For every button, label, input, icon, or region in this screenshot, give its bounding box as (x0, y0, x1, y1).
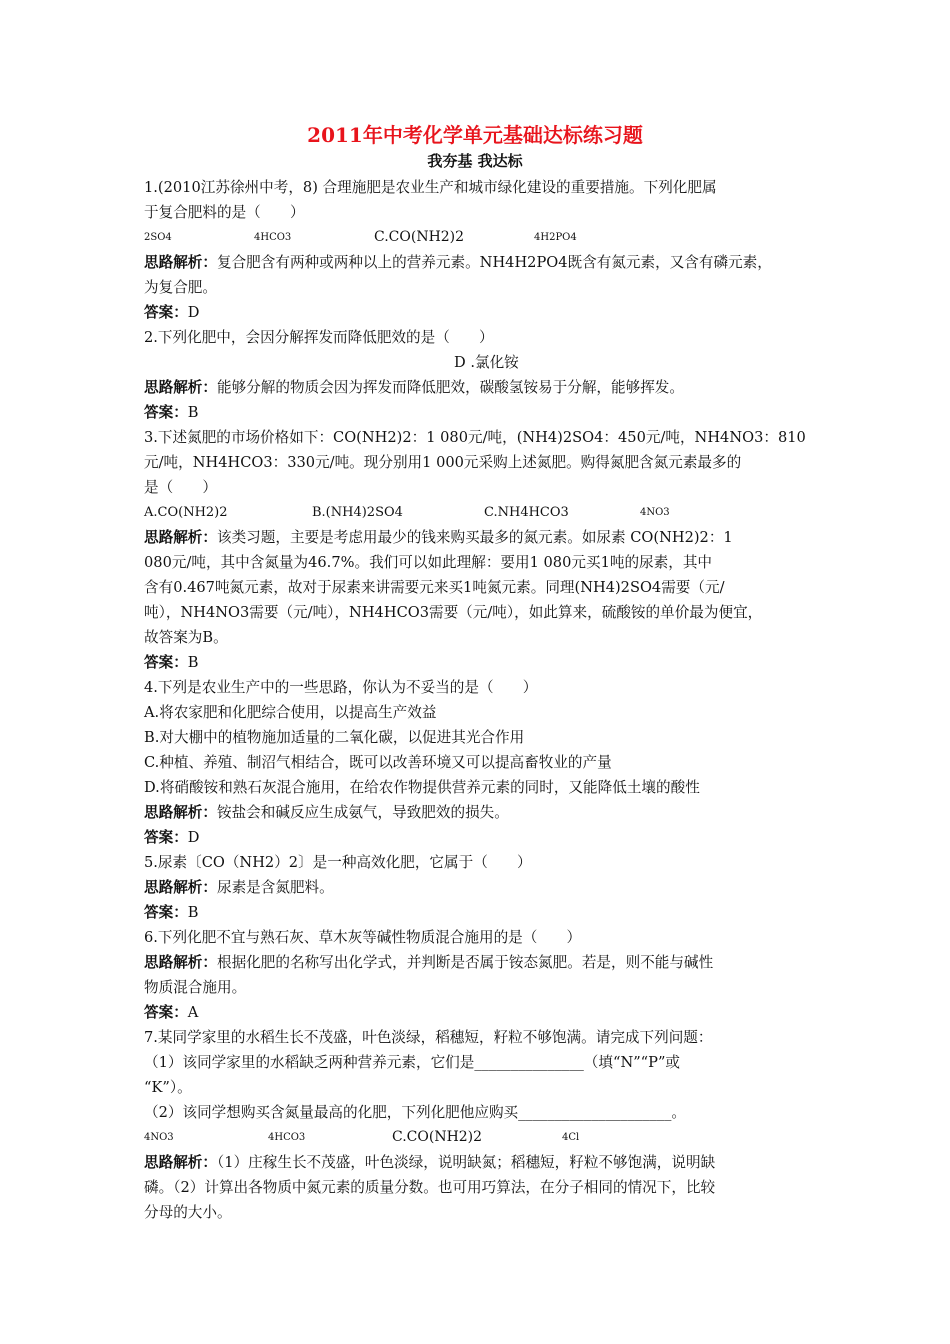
q3-options (144, 500, 814, 525)
q4-option-b: B.对大棚中的植物施加适量的二氧化碳，以促进其光合作用 (144, 729, 525, 746)
q3-analysis-line3: 含有0.467吨氮元素，故对于尿素来讲需要元来买1吨氮元素。同理(NH4)2SO4需要（元/ (144, 579, 725, 596)
q1-stem-line1: 1.(2010江苏徐州中考，8) 合理施肥是农业生产和城市绿化建设的重要措施。下列化肥属 (144, 179, 717, 196)
q7-option-b: 4HCO3 (268, 1132, 306, 1143)
q7-stem-line1: 7.某同学家里的水稻生长不茂盛，叶色淡绿，稻穗短，籽粒不够饱满。请完成下列问题： (144, 1029, 713, 1046)
q3-analysis-line4: 吨），NH4NO3需要（元/吨），NH4HCO3需要（元/吨），如此算来，硫酸铵的单价最为便宜， (144, 604, 763, 621)
q4-answer: 答案：D (144, 829, 200, 846)
q7-stem-line3: “K”）。 (144, 1079, 192, 1096)
q2-answer: 答案：B (144, 404, 199, 421)
q6-answer: 答案：A (144, 1004, 199, 1021)
q3-analysis-line1: 思路解析：该类习题，主要是考虑用最少的钱来购买最多的氮元素。如尿素 CO(NH2)2：1 (144, 529, 733, 546)
q6-analysis-line2: 物质混合施用。 (144, 979, 247, 996)
q3-answer: 答案：B (144, 654, 199, 671)
q5-analysis-line1: 思路解析：尿素是含氮肥料。 (144, 879, 334, 896)
q3-option-b: B.(NH4)2SO4 (312, 505, 403, 520)
q7-analysis-line3: 分母的大小。 (144, 1204, 232, 1221)
answer-label: 答案： (144, 304, 188, 321)
q4-option-c: C.种植、养殖、制沼气相结合，既可以改善环境又可以提高畜牧业的产量 (144, 754, 612, 771)
q3-analysis-line5: 故答案为B。 (144, 629, 228, 646)
q3-option-d: 4NO3 (640, 507, 670, 518)
q3-stem-line2: 元/吨，NH4HCO3：330元/吨。现分别用1 000元采购上述氮肥。购得氮肥含氮元素最多的 (144, 454, 742, 471)
q6-stem-line1: 6.下列化肥不宜与熟石灰、草木灰等碱性物质混合施用的是（ ） (144, 929, 582, 946)
q3-option-c: C.NH4HCO3 (484, 505, 569, 520)
q1-answer: 答案：D (144, 304, 200, 321)
q1-options (144, 225, 814, 250)
q3-option-a: A.CO(NH2)2 (144, 505, 228, 520)
q7-analysis-line1: 思路解析：（1）庄稼生长不茂盛，叶色淡绿，说明缺氮；稻穗短，籽粒不够饱满，说明缺 (144, 1154, 716, 1171)
q1-option-b: 4HCO3 (254, 232, 292, 243)
q6-analysis-line1: 思路解析：根据化肥的名称写出化学式，并判断是否属于铵态氮肥。若是，则不能与碱性 (144, 954, 714, 971)
analysis-label: 思路解析： (144, 254, 217, 271)
q1-option-d: 4H2PO4 (534, 232, 577, 243)
q5-answer: 答案：B (144, 904, 199, 921)
q3-analysis-line2: 080元/吨，其中含氮量为46.7%。我们可以如此理解：要用1 080元买1吨的尿素，其中 (144, 554, 713, 571)
q2-options (144, 350, 814, 375)
q2-analysis-line1: 思路解析：能够分解的物质会因为挥发而降低肥效，碳酸氢铵易于分解，能够挥发。 (144, 379, 684, 396)
question-body (144, 175, 814, 1225)
q1-stem-line2: 于复合肥料的是（ ） (144, 204, 305, 221)
q7-option-a: 4NO3 (144, 1132, 174, 1143)
q7-stem-line2: （1）该同学家里的水稻缺乏两种营养元素，它们是_______________（填“N”“P”或 (144, 1054, 681, 1071)
q2-option-d: D .氯化铵 (454, 354, 519, 371)
q4-analysis-line1: 思路解析：铵盐会和碱反应生成氨气，导致肥效的损失。 (144, 804, 509, 821)
q3-stem-line1: 3.下述氮肥的市场价格如下：CO(NH2)2：1 080元/吨，(NH4)2SO4：450元/吨，NH4NO3：810 (144, 429, 806, 446)
page-title: 2011年中考化学单元基础达标练习题 (307, 123, 643, 147)
q7-analysis-line2: 磷。（2）计算出各物质中氮元素的质量分数。也可用巧算法，在分子相同的情况下，比较 (144, 1179, 716, 1196)
q3-stem-line3: 是（ ） (144, 479, 217, 496)
q4-option-a: A.将农家肥和化肥综合使用，以提高生产效益 (144, 704, 437, 721)
q7-option-c: C.CO(NH2)2 (392, 1129, 483, 1145)
q7-options (144, 1125, 814, 1150)
q4-option-d: D.将硝酸铵和熟石灰混合施用，在给农作物提供营养元素的同时，又能降低土壤的酸性 (144, 779, 700, 796)
q1-analysis-line2: 为复合肥。 (144, 279, 217, 296)
q1-option-a: 2SO4 (144, 232, 172, 243)
q7-stem-line4: （2）该同学想购买含氮量最高的化肥，下列化肥他应购买_____________________。 (144, 1104, 686, 1121)
q1-option-c: C.CO(NH2)2 (374, 229, 465, 245)
q7-option-d: 4Cl (562, 1132, 580, 1143)
page-subtitle: 我夯基 我达标 (427, 152, 523, 170)
q2-stem-line1: 2.下列化肥中，会因分解挥发而降低肥效的是（ ） (144, 329, 494, 346)
q1-analysis-line1: 思路解析：复合肥含有两种或两种以上的营养元素。NH4H2PO4既含有氮元素，又含有磷元素， (144, 254, 772, 271)
q4-stem-line1: 4.下列是农业生产中的一些思路，你认为不妥当的是（ ） (144, 679, 538, 696)
q5-stem-line1: 5.尿素〔CO（NH2）2〕是一种高效化肥，它属于（ ） (144, 854, 532, 871)
